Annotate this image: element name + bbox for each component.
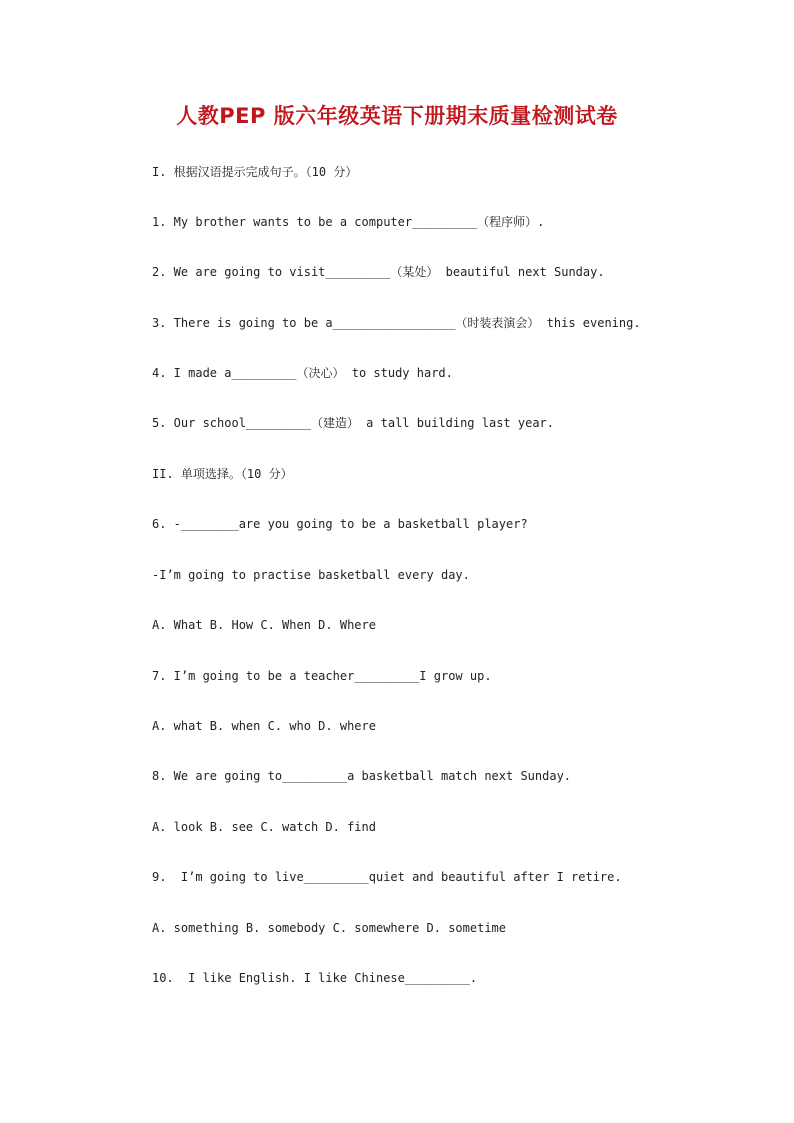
question-4: 4. I made a_________（决心） to study hard. [152, 366, 453, 380]
section-heading-2: II. 单项选择。（10 分） [152, 467, 293, 481]
document-title: 人教PEP 版六年级英语下册期末质量检测试卷 [176, 104, 618, 128]
question-6-options: A. What B. How C. When D. Where [152, 618, 376, 632]
question-6-answer: -I’m going to practise basketball every day. [152, 568, 470, 582]
question-2: 2. We are going to visit_________（某处） beautiful next Sunday. [152, 265, 605, 279]
section-heading-1: I. 根据汉语提示完成句子。（10 分） [152, 165, 358, 179]
question-3: 3. There is going to be a_________________（时装表演会） this evening. [152, 316, 641, 330]
question-7-options: A. what B. when C. who D. where [152, 719, 376, 733]
question-7: 7. I’m going to be a teacher_________I grow up. [152, 669, 492, 683]
question-8: 8. We are going to_________a basketball match next Sunday. [152, 769, 572, 783]
question-9: 9. I’m going to live_________quiet and beautiful after I retire. [152, 870, 622, 884]
question-9-options: A. something B. somebody C. somewhere D. sometime [152, 921, 507, 935]
question-5: 5. Our school_________（建造） a tall building last year. [152, 416, 555, 430]
question-1: 1. My brother wants to be a computer_________（程序师）. [152, 215, 545, 229]
question-8-options: A. look B. see C. watch D. find [152, 820, 376, 834]
question-10: 10. I like English. I like Chinese_________. [152, 971, 478, 985]
question-6: 6. -________are you going to be a basketball player? [152, 517, 528, 531]
